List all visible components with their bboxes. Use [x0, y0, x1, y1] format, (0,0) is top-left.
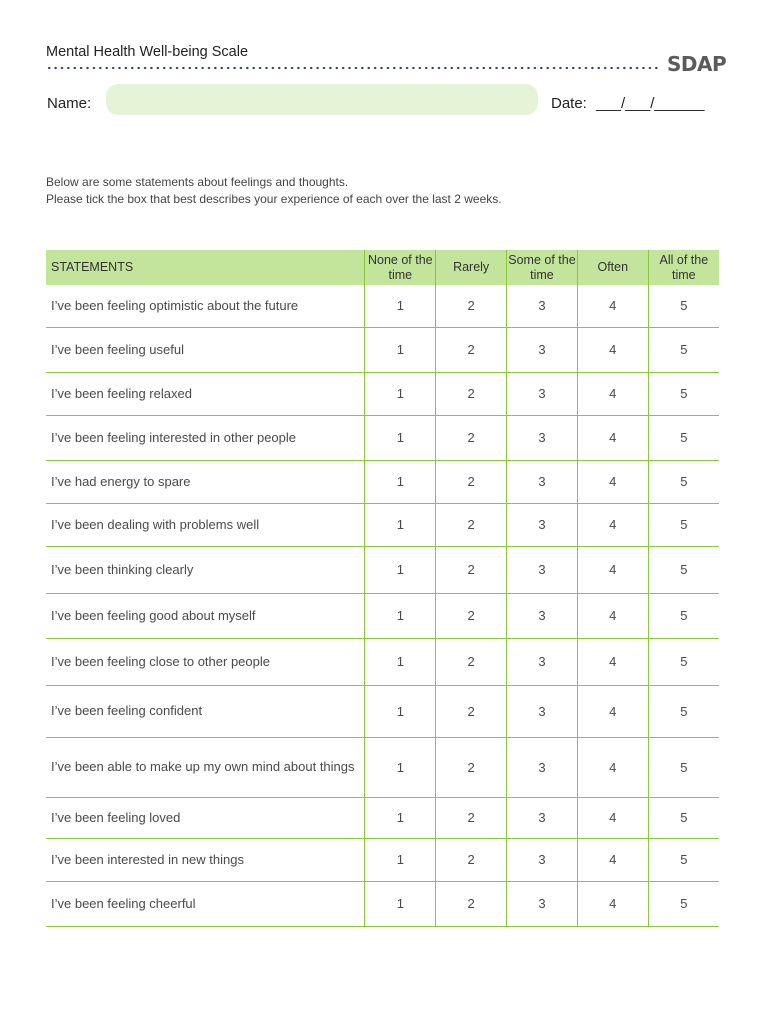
- score-cell-3[interactable]: 3: [507, 285, 578, 327]
- statement-text: I’ve had energy to spare: [46, 460, 365, 503]
- score-cell-1[interactable]: 1: [365, 881, 436, 926]
- score-cell-1[interactable]: 1: [365, 797, 436, 838]
- score-cell-5[interactable]: 5: [648, 546, 719, 593]
- name-label: Name:: [47, 95, 92, 112]
- score-cell-1[interactable]: 1: [365, 638, 436, 685]
- table-row: [46, 881, 719, 926]
- wellbeing-table: [46, 250, 719, 927]
- score-cell-2[interactable]: 2: [436, 546, 507, 593]
- table-row: [46, 797, 719, 838]
- score-cell-1[interactable]: 1: [365, 737, 436, 797]
- score-cell-2[interactable]: 2: [436, 638, 507, 685]
- score-cell-5[interactable]: 5: [648, 737, 719, 797]
- instructions-line-2: Please tick the box that best describes your experience of each over the last 2 weeks.: [46, 192, 502, 206]
- table-row: [46, 685, 719, 737]
- page-title: Mental Health Well-being Scale: [46, 44, 249, 60]
- score-cell-1[interactable]: 1: [365, 838, 436, 881]
- score-cell-1[interactable]: 1: [365, 685, 436, 737]
- score-cell-4[interactable]: 4: [577, 838, 648, 881]
- statement-text: I’ve been feeling useful: [46, 327, 365, 372]
- score-cell-4[interactable]: 4: [577, 881, 648, 926]
- score-cell-2[interactable]: 2: [436, 327, 507, 372]
- date-label: Date:: [551, 95, 587, 112]
- table-row: [46, 415, 719, 460]
- score-cell-3[interactable]: 3: [507, 460, 578, 503]
- table-header-row: [46, 250, 719, 285]
- score-cell-4[interactable]: 4: [577, 285, 648, 327]
- score-cell-3[interactable]: 3: [507, 638, 578, 685]
- table-row: [46, 327, 719, 372]
- header-some-of-the-time: Some of the time: [507, 250, 578, 285]
- header-often: Often: [577, 250, 648, 285]
- score-cell-1[interactable]: 1: [365, 460, 436, 503]
- score-cell-4[interactable]: 4: [577, 327, 648, 372]
- table-row: [46, 838, 719, 881]
- score-cell-3[interactable]: 3: [507, 372, 578, 415]
- score-cell-3[interactable]: 3: [507, 415, 578, 460]
- table-row: [46, 593, 719, 638]
- score-cell-2[interactable]: 2: [436, 797, 507, 838]
- score-cell-2[interactable]: 2: [436, 285, 507, 327]
- score-cell-4[interactable]: 4: [577, 415, 648, 460]
- table-row: [46, 372, 719, 415]
- score-cell-2[interactable]: 2: [436, 415, 507, 460]
- header-statements: STATEMENTS: [46, 250, 365, 285]
- table-row: [46, 285, 719, 327]
- score-cell-3[interactable]: 3: [507, 546, 578, 593]
- statement-text: I’ve been interested in new things: [46, 838, 365, 881]
- score-cell-3[interactable]: 3: [507, 685, 578, 737]
- table-row: [46, 638, 719, 685]
- score-cell-4[interactable]: 4: [577, 797, 648, 838]
- score-cell-2[interactable]: 2: [436, 372, 507, 415]
- table-row: [46, 503, 719, 546]
- score-cell-5[interactable]: 5: [648, 460, 719, 503]
- statement-text: I’ve been thinking clearly: [46, 546, 365, 593]
- statement-text: I’ve been feeling optimistic about the future: [46, 285, 365, 327]
- score-cell-4[interactable]: 4: [577, 685, 648, 737]
- table-row: [46, 460, 719, 503]
- score-cell-4[interactable]: 4: [577, 546, 648, 593]
- score-cell-5[interactable]: 5: [648, 372, 719, 415]
- score-cell-2[interactable]: 2: [436, 593, 507, 638]
- score-cell-4[interactable]: 4: [577, 372, 648, 415]
- score-cell-2[interactable]: 2: [436, 737, 507, 797]
- sdap-logo: SDAP: [667, 52, 727, 76]
- score-cell-2[interactable]: 2: [436, 685, 507, 737]
- score-cell-5[interactable]: 5: [648, 327, 719, 372]
- score-cell-3[interactable]: 3: [507, 737, 578, 797]
- score-cell-5[interactable]: 5: [648, 503, 719, 546]
- score-cell-1[interactable]: 1: [365, 593, 436, 638]
- score-cell-4[interactable]: 4: [577, 460, 648, 503]
- statement-text: I’ve been able to make up my own mind about things: [46, 737, 365, 797]
- instructions-line-1: Below are some statements about feelings and thoughts.: [46, 175, 349, 189]
- score-cell-5[interactable]: 5: [648, 685, 719, 737]
- instructions: [46, 174, 502, 208]
- statement-text: I’ve been feeling loved: [46, 797, 365, 838]
- score-cell-2[interactable]: 2: [436, 503, 507, 546]
- score-cell-3[interactable]: 3: [507, 797, 578, 838]
- statement-text: I’ve been feeling cheerful: [46, 881, 365, 926]
- header-none-of-the-time: None of the time: [365, 250, 436, 285]
- statement-text: I’ve been feeling close to other people: [46, 638, 365, 685]
- score-cell-3[interactable]: 3: [507, 593, 578, 638]
- score-cell-1[interactable]: 1: [365, 503, 436, 546]
- statement-text: I’ve been feeling good about myself: [46, 593, 365, 638]
- score-cell-2[interactable]: 2: [436, 460, 507, 503]
- dotted-divider: [46, 66, 658, 70]
- score-cell-4[interactable]: 4: [577, 638, 648, 685]
- score-cell-3[interactable]: 3: [507, 838, 578, 881]
- score-cell-4[interactable]: 4: [577, 737, 648, 797]
- score-cell-5[interactable]: 5: [648, 285, 719, 327]
- statement-text: I’ve been feeling relaxed: [46, 372, 365, 415]
- table-row: [46, 737, 719, 797]
- score-cell-5[interactable]: 5: [648, 638, 719, 685]
- score-cell-2[interactable]: 2: [436, 838, 507, 881]
- score-cell-4[interactable]: 4: [577, 503, 648, 546]
- date-field[interactable]: ___/___/______: [596, 95, 705, 112]
- score-cell-5[interactable]: 5: [648, 797, 719, 838]
- score-cell-4[interactable]: 4: [577, 593, 648, 638]
- header-rarely: Rarely: [436, 250, 507, 285]
- score-cell-3[interactable]: 3: [507, 503, 578, 546]
- score-cell-5[interactable]: 5: [648, 838, 719, 881]
- score-cell-2[interactable]: 2: [436, 881, 507, 926]
- score-cell-3[interactable]: 3: [507, 881, 578, 926]
- score-cell-3[interactable]: 3: [507, 327, 578, 372]
- statement-text: I’ve been feeling confident: [46, 685, 365, 737]
- score-cell-1[interactable]: 1: [365, 285, 436, 327]
- table-row: [46, 546, 719, 593]
- score-cell-1[interactable]: 1: [365, 327, 436, 372]
- score-cell-1[interactable]: 1: [365, 372, 436, 415]
- header-all-of-the-time: All of the time: [648, 250, 719, 285]
- score-cell-1[interactable]: 1: [365, 546, 436, 593]
- score-cell-5[interactable]: 5: [648, 593, 719, 638]
- score-cell-1[interactable]: 1: [365, 415, 436, 460]
- statement-text: I’ve been feeling interested in other people: [46, 415, 365, 460]
- statement-text: I’ve been dealing with problems well: [46, 503, 365, 546]
- score-cell-5[interactable]: 5: [648, 881, 719, 926]
- score-cell-5[interactable]: 5: [648, 415, 719, 460]
- name-input-box[interactable]: [106, 84, 538, 115]
